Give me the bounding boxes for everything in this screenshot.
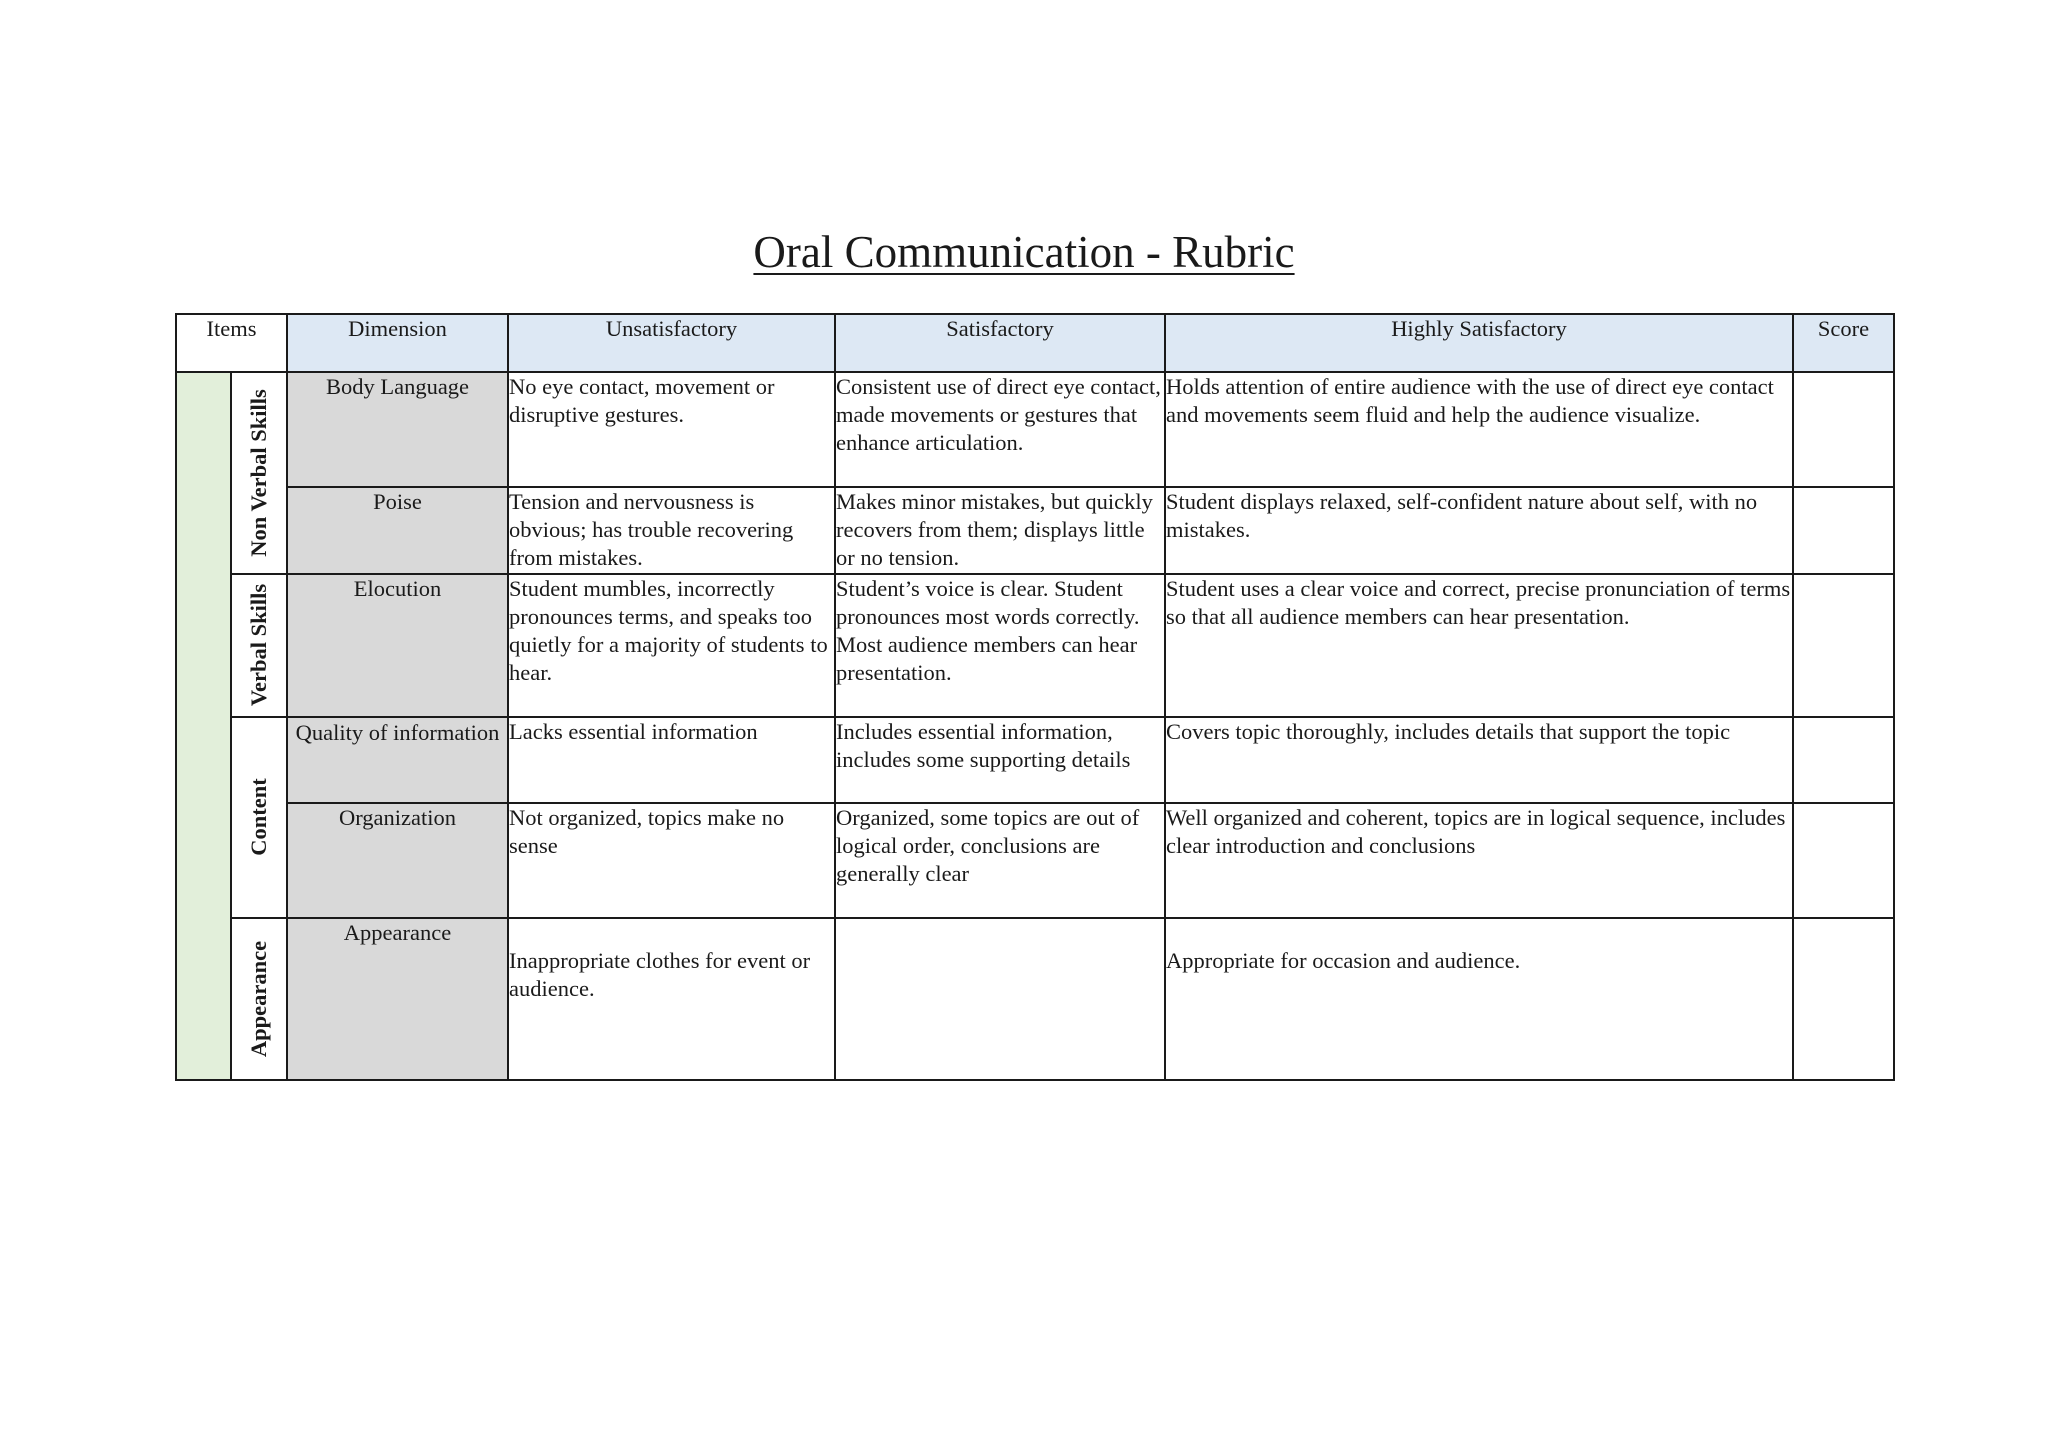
dimension-cell: Organization [287, 803, 508, 918]
highly-satisfactory-cell: Student displays relaxed, self-confident nature about self, with no mistakes. [1165, 487, 1793, 574]
satisfactory-header: Satisfactory [835, 314, 1165, 372]
score-cell[interactable] [1793, 803, 1894, 918]
highly-satisfactory-cell: Holds attention of entire audience with the use of direct eye contact and movements seem fluid and help the audience visualize. [1165, 372, 1793, 487]
dimension-cell: Elocution [287, 574, 508, 717]
unsatisfactory-header: Unsatisfactory [508, 314, 835, 372]
score-cell[interactable] [1793, 717, 1894, 803]
unsatisfactory-cell: No eye contact, movement or disruptive gestures. [508, 372, 835, 487]
group-label: Verbal Skills [245, 583, 271, 707]
score-cell[interactable] [1793, 372, 1894, 487]
score-cell[interactable] [1793, 918, 1894, 1080]
score-header: Score [1793, 314, 1894, 372]
dimension-cell: Poise [287, 487, 508, 574]
dimension-cell: Quality of information [287, 717, 508, 803]
page-title-text: Oral Communication - Rubric [753, 227, 1295, 277]
items-header: Items [176, 314, 287, 372]
satisfactory-cell: Includes essential information, includes some supporting details [835, 717, 1165, 803]
table-row [176, 717, 1894, 803]
highly-satisfactory-cell: Student uses a clear voice and correct, precise pronunciation of terms so that all audience members can hear presentation. [1165, 574, 1793, 717]
table-row [176, 372, 1894, 487]
group-verbal [231, 574, 287, 717]
dimension-cell: Appearance [287, 918, 508, 1080]
highly-satisfactory-header: Highly Satisfactory [1165, 314, 1793, 372]
score-cell[interactable] [1793, 487, 1894, 574]
page-title [0, 222, 2048, 282]
unsatisfactory-cell: Not organized, topics make no sense [508, 803, 835, 918]
unsatisfactory-cell: Inappropriate clothes for event or audience. [508, 918, 835, 1080]
group-label: Content [245, 778, 271, 856]
unsatisfactory-cell: Lacks essential information [508, 717, 835, 803]
satisfactory-cell [835, 918, 1165, 1080]
table-row [176, 574, 1894, 717]
dimension-header: Dimension [287, 314, 508, 372]
table-row [176, 918, 1894, 1080]
rubric-table [175, 313, 1895, 1081]
highly-satisfactory-cell: Appropriate for occasion and audience. [1165, 918, 1793, 1080]
group-label: Appearance [245, 940, 271, 1057]
satisfactory-cell: Consistent use of direct eye contact, made movements or gestures that enhance articulation. [835, 372, 1165, 487]
satisfactory-cell: Makes minor mistakes, but quickly recovers from them; displays little or no tension. [835, 487, 1165, 574]
satisfactory-cell: Student’s voice is clear. Student pronounces most words correctly. Most audience members can hear presentation. [835, 574, 1165, 717]
group-appearance [231, 918, 287, 1080]
highly-satisfactory-cell: Covers topic thoroughly, includes details that support the topic [1165, 717, 1793, 803]
table-row [176, 803, 1894, 918]
dimension-cell: Body Language [287, 372, 508, 487]
group-non-verbal [231, 372, 287, 574]
unsatisfactory-cell: Tension and nervousness is obvious; has trouble recovering from mistakes. [508, 487, 835, 574]
unsatisfactory-cell: Student mumbles, incorrectly pronounces terms, and speaks too quietly for a majority of students to hear. [508, 574, 835, 717]
table-header-row [176, 314, 1894, 372]
group-content [231, 717, 287, 918]
group-label: Non Verbal Skills [245, 389, 271, 557]
table-row [176, 487, 1894, 574]
items-color-band [176, 372, 231, 1080]
highly-satisfactory-cell: Well organized and coherent, topics are in logical sequence, includes clear introduction and conclusions [1165, 803, 1793, 918]
satisfactory-cell: Organized, some topics are out of logical order, conclusions are generally clear [835, 803, 1165, 918]
score-cell[interactable] [1793, 574, 1894, 717]
